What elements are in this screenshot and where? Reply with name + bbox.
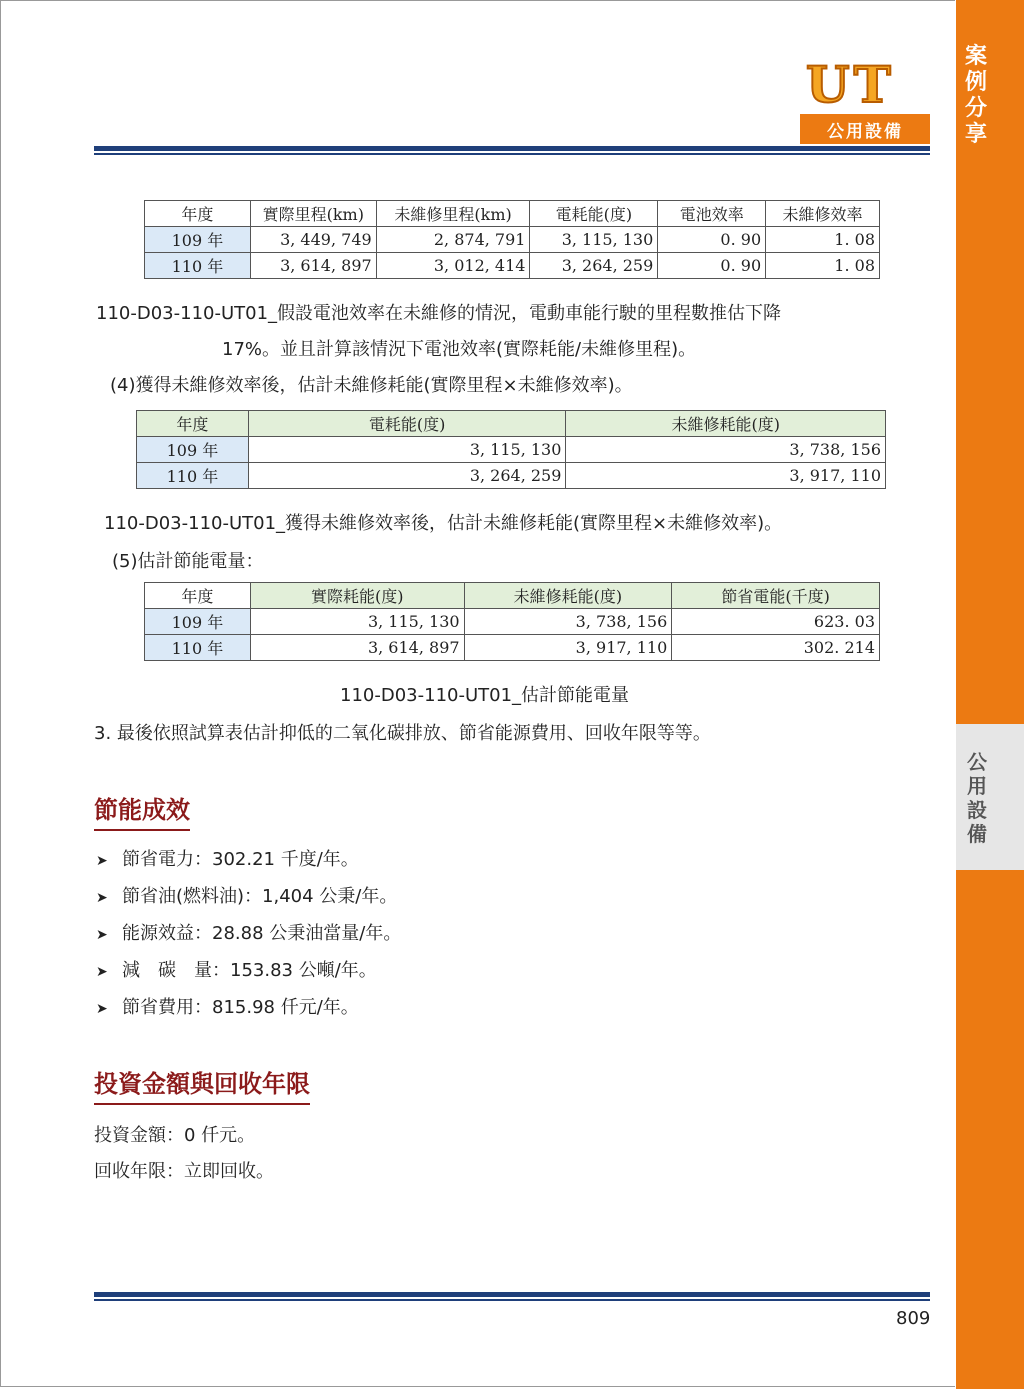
table-cell: 3, 012, 414 xyxy=(376,253,530,279)
table-cell: 0. 90 xyxy=(658,253,766,279)
list-item: ➤ 減 碳 量：153.83 公噸/年。 xyxy=(96,959,377,984)
table-cell: 3, 614, 897 xyxy=(250,635,464,661)
table-header: 電耗能(度) xyxy=(530,201,658,227)
table-header: 電耗能(度) xyxy=(248,411,566,437)
step-4-text: (4)獲得未維修效率後，估計未維修耗能(實際里程×未維修效率)。 xyxy=(110,375,633,396)
table-cell: 110 年 xyxy=(145,253,251,279)
table-cell: 3, 917, 110 xyxy=(566,463,886,489)
caption-table2: 110-D03-110-UT01_獲得未維修效率後，估計未維修耗能(實際里程×未維修效率)。 xyxy=(104,513,783,534)
table-cell: 109 年 xyxy=(145,609,251,635)
ut-logo: UT xyxy=(806,55,895,114)
header-rule xyxy=(94,146,930,155)
list-item: ➤ 能源效益：28.88 公秉油當量/年。 xyxy=(96,922,401,947)
table-header: 實際里程(km) xyxy=(250,201,376,227)
table-row xyxy=(137,463,886,489)
bullet-arrow-icon: ➤ xyxy=(96,1001,108,1017)
table-cell: 3, 614, 897 xyxy=(250,253,376,279)
unmaintained-energy-table xyxy=(136,410,886,489)
table-cell: 3, 264, 259 xyxy=(248,463,566,489)
table-cell: 3, 115, 130 xyxy=(248,437,566,463)
table-header: 節省電能(千度) xyxy=(672,583,880,609)
table-cell: 623. 03 xyxy=(672,609,880,635)
investment-amount: 投資金額：0 仟元。 xyxy=(94,1125,256,1146)
page-number: 809 xyxy=(896,1308,931,1329)
table-header: 年度 xyxy=(145,583,251,609)
table-cell: 109 年 xyxy=(145,227,251,253)
table-header: 實際耗能(度) xyxy=(250,583,464,609)
bullet-arrow-icon: ➤ xyxy=(96,890,108,906)
sidebar-section-label: 公用設備 xyxy=(967,750,987,846)
table-cell: 3, 917, 110 xyxy=(464,635,672,661)
footer-rule xyxy=(94,1292,930,1301)
investment-heading: 投資金額與回收年限 xyxy=(94,1064,310,1105)
table-cell: 3, 738, 156 xyxy=(464,609,672,635)
table-cell: 1. 08 xyxy=(766,227,880,253)
table-header: 未維修耗能(度) xyxy=(566,411,886,437)
table-cell: 109 年 xyxy=(137,437,249,463)
table-cell: 2, 874, 791 xyxy=(376,227,530,253)
table-cell: 3, 115, 130 xyxy=(530,227,658,253)
table-cell: 3, 115, 130 xyxy=(250,609,464,635)
category-badge: 公用設備 xyxy=(800,114,930,144)
list-item: ➤ 節省電力：302.21 千度/年。 xyxy=(96,848,359,873)
results-heading: 節能成效 xyxy=(94,790,190,831)
mileage-table xyxy=(144,200,880,279)
table-cell: 0. 90 xyxy=(658,227,766,253)
table-header: 年度 xyxy=(145,201,251,227)
bullet-arrow-icon: ➤ xyxy=(96,853,108,869)
list-item: ➤ 節省油(燃料油)：1,404 公秉/年。 xyxy=(96,885,397,910)
table-header: 未維修耗能(度) xyxy=(464,583,672,609)
table-row xyxy=(145,227,880,253)
step-5-text: (5)估計節能電量： xyxy=(112,551,264,572)
bullet-arrow-icon: ➤ xyxy=(96,964,108,980)
caption-table1-line1: 110-D03-110-UT01_假設電池效率在未維修的情況，電動車能行駛的里程數推估下降 xyxy=(96,303,782,324)
table-row xyxy=(137,437,886,463)
table-cell: 110 年 xyxy=(145,635,251,661)
caption-table3: 110-D03-110-UT01_估計節能電量 xyxy=(340,685,630,706)
table-header: 電池效率 xyxy=(658,201,766,227)
table-cell: 3, 738, 156 xyxy=(566,437,886,463)
final-step-text: 3. 最後依照試算表估計抑低的二氧化碳排放、節省能源費用、回收年限等等。 xyxy=(94,723,711,744)
payback-period: 回收年限：立即回收。 xyxy=(94,1161,274,1182)
bullet-arrow-icon: ➤ xyxy=(96,927,108,943)
table-header: 年度 xyxy=(137,411,249,437)
sidebar-case-share-label: 案例分享 xyxy=(964,44,987,147)
table-row xyxy=(145,635,880,661)
energy-saving-table xyxy=(144,582,880,661)
table-cell: 3, 449, 749 xyxy=(250,227,376,253)
table-cell: 3, 264, 259 xyxy=(530,253,658,279)
list-item: ➤ 節省費用：815.98 仟元/年。 xyxy=(96,996,359,1021)
sidebar-tab xyxy=(956,0,1024,1389)
table-header: 未維修里程(km) xyxy=(376,201,530,227)
table-row xyxy=(145,609,880,635)
table-cell: 110 年 xyxy=(137,463,249,489)
table-cell: 1. 08 xyxy=(766,253,880,279)
table-header: 未維修效率 xyxy=(766,201,880,227)
table-cell: 302. 214 xyxy=(672,635,880,661)
caption-table1-line2: 17%。並且計算該情況下電池效率(實際耗能/未維修里程)。 xyxy=(222,339,697,360)
table-row xyxy=(145,253,880,279)
